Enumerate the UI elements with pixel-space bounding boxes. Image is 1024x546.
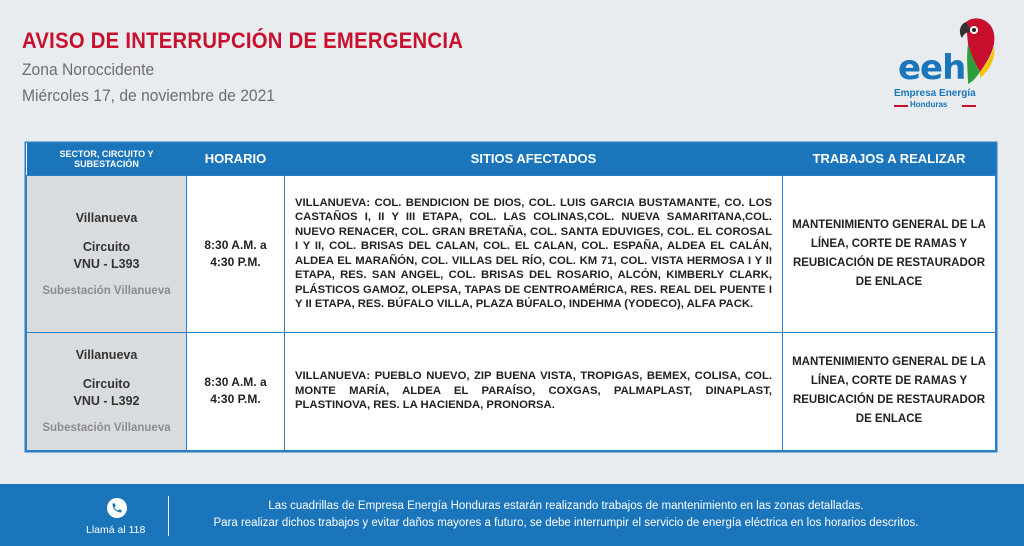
phone-button[interactable]: [107, 498, 127, 518]
date-label: Miércoles 17, de noviembre de 2021: [22, 86, 275, 105]
table-row: [27, 332, 996, 450]
substation: Subestación Villanueva: [42, 422, 171, 434]
interruption-table: [26, 143, 996, 451]
logo-divider-right: [962, 105, 976, 107]
header-sector: SECTOR, CIRCUITO Y SUBESTACIÓN: [27, 143, 187, 175]
logo-divider-left: [894, 105, 908, 107]
sector-cell: [27, 332, 187, 450]
footer-notice: [176, 498, 956, 532]
sector-cell: [27, 175, 187, 332]
circuit-id: VNU - L393: [73, 256, 140, 271]
circuit-label: Circuito: [82, 239, 131, 254]
affected-sites: VILLANUEVA: COL. BENDICION DE DIOS, COL. LUIS GARCIA BUSTAMANTE, CO. LOS CASTAÑOS I, II Y III ETAPA, COL. LAS COLINAS,COL. NUEVA SAMARITANA,COL. NUEVO RENACER, COL. GRAN BRETAÑA, COL. SANTA EDUVIGES, COL. EL COROSAL I Y II, COL. BRISAS DEL CALAN, COL. EL CALAN, COL. ESPAÑA, ALDEA EL CALÁN, ALDEA EL MARAÑÓN, COL. VILLAS DEL RÍO, COL. KM 71, COL. VISTA HERMOSA I Y II ETAPA, RES. SAN ANGEL, COL. BRISAS DEL ROSARIO, ALCÓN, KIMBERLY CLARK, PLÁSTICOS GAMOZ, OLEPSA, TAPAS DE CENTROAMÉRICA, RES. REAL DEL PUENTE I Y II ETAPA, RES. BÚFALO VILLA, PLAZA BÚFALO, INDEHMA (YODECO), ALFA PACK.: [285, 175, 783, 332]
logo-mark: eeh: [898, 48, 966, 88]
work-description: MANTENIMIENTO GENERAL DE LA LÍNEA, CORTE DE RAMAS Y REUBICACIÓN DE RESTAURADOR DE ENLACE: [783, 175, 996, 332]
eeh-logo: [880, 14, 1000, 114]
schedule-cell: [187, 175, 285, 332]
logo-company: Empresa Energía: [894, 88, 976, 99]
notice-line-1: Las cuadrillas de Empresa Energía Honduras estarán realizando trabajos de mantenimiento en las zonas detalladas.: [268, 500, 864, 512]
logo-country: Honduras: [910, 100, 948, 109]
table-header-row: [27, 143, 996, 175]
notice-line-2: Para realizar dichos trabajos y evitar daños mayores a futuro, se debe interrumpir el servicio de energía eléctrica en los horarios descritos.: [213, 517, 919, 529]
schedule-end: 4:30 P.M.: [210, 254, 261, 269]
footer-banner: [0, 484, 1024, 546]
schedule-cell: [187, 332, 285, 450]
schedule-start: 8:30 A.M. a: [204, 237, 267, 252]
zone-label: Zona Noroccidente: [22, 60, 155, 79]
circuit: [31, 376, 182, 410]
header-schedule: HORARIO: [187, 143, 285, 175]
work-description: MANTENIMIENTO GENERAL DE LA LÍNEA, CORTE DE RAMAS Y REUBICACIÓN DE RESTAURADOR DE ENLACE: [783, 332, 996, 450]
phone-icon: [111, 502, 123, 514]
schedule-start: 8:30 A.M. a: [204, 375, 267, 389]
header-sites: SITIOS AFECTADOS: [285, 143, 783, 175]
affected-sites: VILLANUEVA: PUEBLO NUEVO, ZIP BUENA VISTA, TROPIGAS, BEMEX, COLISA, COL. MONTE MARÍA, ALDEA EL PARAÍSO, COXGAS, PALMAPLAST, DINAPLAST, PLASTINOVA, RES. LA HACIENDA, PRONORSA.: [285, 332, 783, 450]
circuit-id: VNU - L392: [73, 394, 140, 408]
substation: Subestación Villanueva: [42, 284, 171, 297]
location: Villanueva: [75, 348, 138, 362]
header-work: TRABAJOS A REALIZAR: [783, 143, 996, 175]
page-title: AVISO DE INTERRUPCIÓN DE EMERGENCIA: [22, 28, 464, 53]
schedule-end: 4:30 P.M.: [210, 392, 261, 406]
circuit-label: Circuito: [82, 377, 131, 391]
table-row: [27, 175, 996, 332]
header: [22, 28, 501, 106]
footer-divider: [168, 496, 169, 536]
location: Villanueva: [75, 210, 138, 225]
circuit: [31, 239, 182, 273]
call-label: Llamá al 118: [86, 524, 146, 536]
